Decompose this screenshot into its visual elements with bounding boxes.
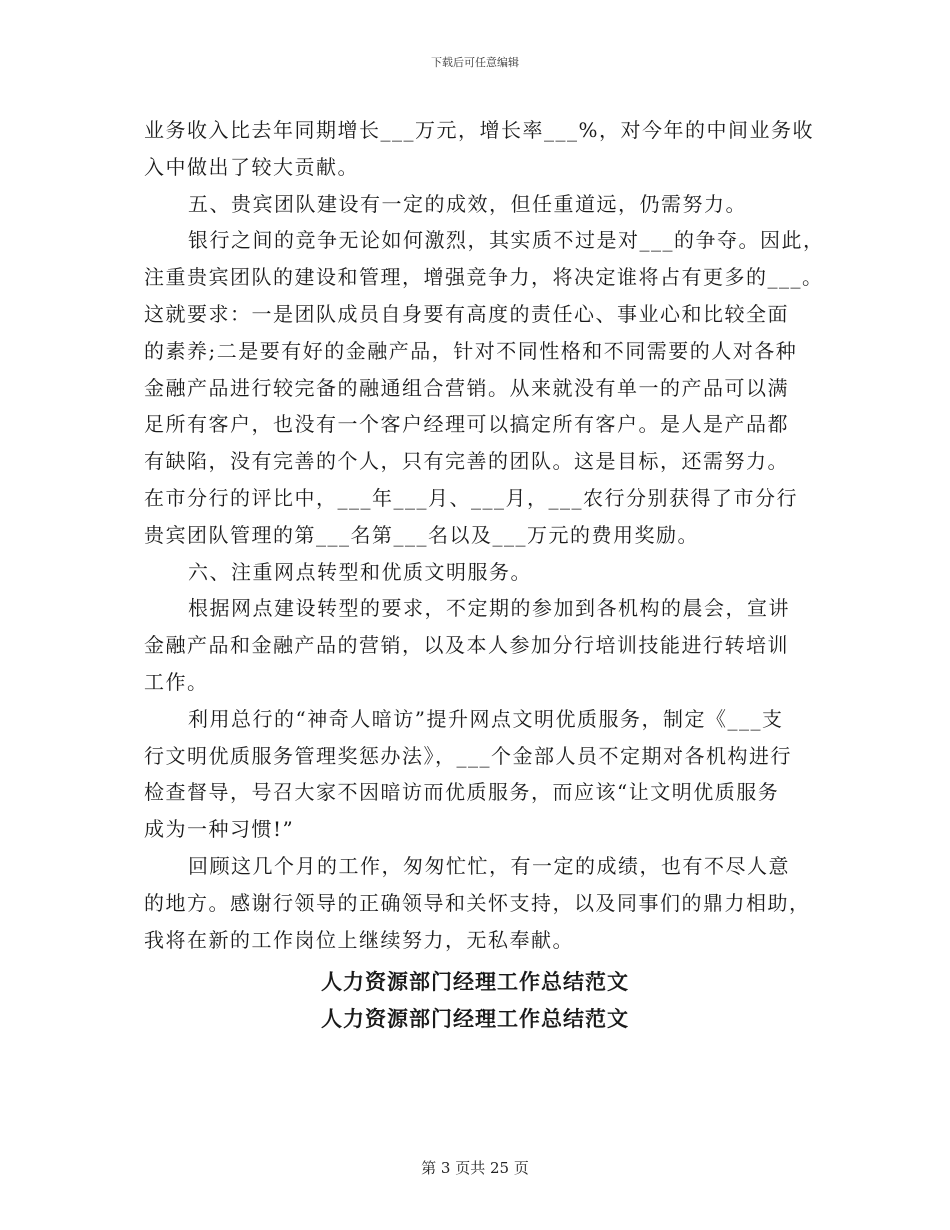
text-line: 注重贵宾团队的建设和管理，增强竞争力，将决定谁将占有更多的___。 (144, 265, 824, 290)
text-line: 足所有客户，也没有一个客户经理可以搞定所有客户。是人是产品都 (144, 412, 789, 437)
text-line: 回顾这几个月的工作，匆匆忙忙，有一定的成绩，也有不尽人意 (188, 853, 790, 878)
text-line: 有缺陷，没有完善的个人，只有完善的团队。这是目标，还需努力。 (144, 449, 789, 474)
text-line: 的素养;二是要有好的金融产品，针对不同性格和不同需要的人对各种 (144, 338, 798, 363)
text-line: 贵宾团队管理的第___名第___名以及___万元的费用奖励。 (144, 522, 699, 547)
text-line: 业务收入比去年同期增长___万元，增长率___%，对今年的中间业务收 (144, 118, 815, 142)
text-line: 工作。 (144, 669, 209, 694)
header-note: 下载后可任意编辑 (431, 56, 519, 69)
section-heading: 六、注重网点转型和优质文明服务。 (188, 559, 532, 584)
document-body (144, 112, 825, 958)
text-line: 入中做出了较大贡献。 (144, 154, 359, 179)
text-line: 的地方。感谢行领导的正确领导和关怀支持，以及同事们的鼎力相助， (144, 890, 811, 915)
text-line: 根据网点建设转型的要求，不定期的参加到各机构的晨会，宣讲 (188, 596, 790, 621)
text-line: 行文明优质服务管理奖惩办法》，___个金部人员不定期对各机构进行 (144, 743, 792, 768)
text-line: 成为一种习惯!” (144, 817, 295, 842)
text-line: 我将在新的工作岗位上继续努力，无私奉献。 (144, 927, 574, 952)
document-title: 人力资源部门经理工作总结范文 (321, 1007, 629, 1031)
page-number: 第 3 页共 25 页 (421, 1159, 529, 1177)
text-line: 利用总行的“神奇人暗访”提升网点文明优质服务，制定《___支 (188, 706, 784, 731)
text-line: 金融产品进行较完备的融通组合营销。从来就没有单一的产品可以满 (144, 375, 789, 400)
section-heading: 五、贵宾团队建设有一定的成效，但任重道远，仍需努力。 (188, 191, 747, 216)
text-line: 在市分行的评比中，___年___月、___月，___农行分别获得了市分行 (144, 485, 798, 510)
document-title: 人力资源部门经理工作总结范文 (321, 970, 629, 994)
text-line: 金融产品和金融产品的营销，以及本人参加分行培训技能进行转培训 (144, 633, 789, 658)
text-line: 银行之间的竞争无论如何激烈，其实质不过是对___的争夺。因此， (188, 228, 825, 253)
text-line: 这就要求：一是团队成员自身要有高度的责任心、事业心和比较全面 (144, 301, 789, 326)
text-line: 检查督导，号召大家不因暗访而优质服务，而应该“让文明优质服务 (144, 780, 780, 805)
